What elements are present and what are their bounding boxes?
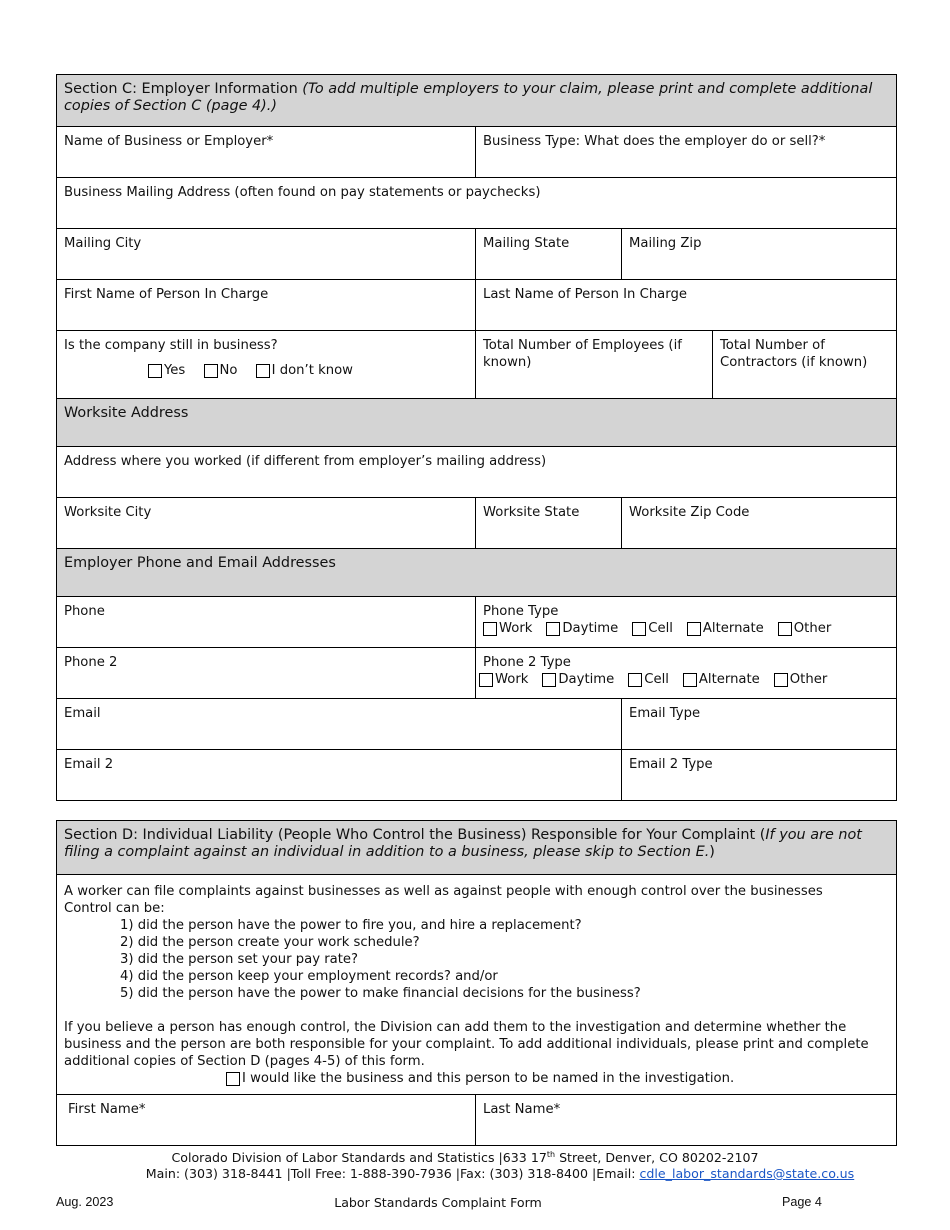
- still-in-business-options: [64, 362, 468, 383]
- footer-address: [0, 1147, 950, 1182]
- mailing-state-label: Mailing State: [483, 236, 570, 251]
- total-contractors-field[interactable]: [713, 331, 897, 399]
- phone-type-options: [483, 620, 889, 637]
- in-business-no[interactable]: [204, 362, 238, 379]
- phone2-type-cell[interactable]: [628, 671, 669, 688]
- daytime-label: Daytime: [558, 672, 615, 687]
- mailing-state-field[interactable]: [476, 229, 622, 280]
- phone-field[interactable]: [57, 597, 476, 648]
- email-label: Email: [64, 706, 101, 721]
- work-checkbox[interactable]: [483, 622, 497, 636]
- total-employees-label: Total Number of Employees (if known): [483, 338, 682, 370]
- email2-field[interactable]: [57, 750, 622, 801]
- mailing-zip-label: Mailing Zip: [629, 236, 702, 251]
- other-label: Other: [789, 672, 828, 687]
- daytime-checkbox[interactable]: [546, 622, 560, 636]
- email2-label: Email 2: [64, 757, 114, 772]
- in-business-unknown[interactable]: [256, 362, 353, 379]
- worksite-zip-label: Worksite Zip Code: [629, 505, 750, 520]
- worksite-title: Worksite Address: [64, 405, 189, 421]
- alternate-label: Alternate: [702, 621, 764, 636]
- phone-label: Phone: [64, 604, 105, 619]
- phone-type-work[interactable]: [483, 620, 532, 637]
- worksite-zip-field[interactable]: [622, 498, 897, 549]
- business-name-label: Name of Business or Employer*: [64, 134, 274, 149]
- section-d-paragraph: If you believe a person has enough control, the Division can add them to the investigation and determine whether the business and the person are both responsible for your complaint. To add additional individuals, please print and complete additional copies of Section D (pages 4-5) of this form.: [64, 1020, 869, 1069]
- phone-type-cell: [476, 597, 897, 648]
- alternate-checkbox[interactable]: [687, 622, 701, 636]
- phone-type-other[interactable]: [778, 620, 831, 637]
- mailing-address-field[interactable]: [57, 178, 897, 229]
- first-name-field[interactable]: [57, 1095, 476, 1146]
- last-name-field[interactable]: [476, 1095, 897, 1146]
- intro-line-2: Control can be:: [64, 901, 165, 916]
- criteria-item: 3) did the person set your pay rate?: [120, 952, 358, 967]
- other-checkbox[interactable]: [778, 622, 792, 636]
- consent-label: I would like the business and this person to be named in the investigation.: [242, 1071, 735, 1086]
- footer-page-number: Page 4: [782, 1195, 822, 1209]
- phone2-type-label: Phone 2 Type: [483, 655, 571, 670]
- address-text: Colorado Division of Labor Standards and Statistics |633 17: [171, 1150, 547, 1165]
- phone2-type-other[interactable]: [774, 671, 827, 688]
- last-name-label: Last Name*: [483, 1102, 561, 1117]
- email-type-field[interactable]: [622, 699, 897, 750]
- phone-type-alternate[interactable]: [687, 620, 764, 637]
- worksite-address-field[interactable]: [57, 447, 897, 498]
- mailing-zip-field[interactable]: [622, 229, 897, 280]
- yes-label: Yes: [164, 363, 186, 378]
- first-name-label: First Name*: [68, 1102, 146, 1117]
- email-link[interactable]: cdle_labor_standards@state.co.us: [639, 1166, 855, 1181]
- phone2-label: Phone 2: [64, 655, 118, 670]
- unknown-label: I don’t know: [271, 363, 353, 378]
- criteria-item: 2) did the person create your work schedule?: [120, 935, 420, 950]
- address-sup: th: [546, 1150, 556, 1159]
- phone-type-daytime[interactable]: [546, 620, 618, 637]
- worksite-state-field[interactable]: [476, 498, 622, 549]
- section-d-body: [57, 875, 897, 1095]
- other-label: Other: [793, 621, 832, 636]
- contact-header: [57, 549, 897, 597]
- phone2-type-daytime[interactable]: [542, 671, 614, 688]
- email-field[interactable]: [57, 699, 622, 750]
- no-checkbox[interactable]: [204, 364, 218, 378]
- section-d-header: [57, 821, 897, 875]
- contact-title: Employer Phone and Email Addresses: [64, 555, 336, 571]
- cell-checkbox[interactable]: [628, 673, 642, 687]
- phone-type-label: Phone Type: [483, 604, 559, 619]
- mailing-address-label: Business Mailing Address (often found on pay statements or paychecks): [64, 185, 541, 200]
- contact-text: Main: (303) 318-8441 |Toll Free: 1-888-390-7936 |Fax: (303) 318-8400 |Email:: [145, 1166, 640, 1181]
- section-c-header: [57, 75, 897, 127]
- section-d-table: [56, 820, 897, 1146]
- mailing-city-label: Mailing City: [64, 236, 142, 251]
- last-name-in-charge-label: Last Name of Person In Charge: [483, 287, 687, 302]
- email2-type-label: Email 2 Type: [629, 757, 713, 772]
- work-checkbox[interactable]: [479, 673, 493, 687]
- mailing-city-field[interactable]: [57, 229, 476, 280]
- footer-date: Aug. 2023: [56, 1195, 114, 1209]
- criteria-item: 5) did the person have the power to make financial decisions for the business?: [120, 986, 641, 1001]
- first-name-in-charge-field[interactable]: [57, 280, 476, 331]
- worksite-city-field[interactable]: [57, 498, 476, 549]
- phone-type-cell[interactable]: [632, 620, 673, 637]
- section-d-title: Section D: Individual Liability (People Who Control the Business) Responsible for Your Complaint (: [64, 827, 766, 843]
- no-label: No: [219, 363, 238, 378]
- worksite-city-label: Worksite City: [64, 505, 152, 520]
- unknown-checkbox[interactable]: [256, 364, 270, 378]
- footer-contact-line: [0, 1166, 950, 1182]
- worksite-state-label: Worksite State: [483, 505, 580, 520]
- phone2-type-options: [479, 671, 889, 688]
- email-type-label: Email Type: [629, 706, 701, 721]
- footer-form-title: Labor Standards Complaint Form: [334, 1195, 542, 1210]
- criteria-item: 1) did the person have the power to fire you, and hire a replacement?: [120, 918, 582, 933]
- business-type-field[interactable]: [476, 127, 897, 178]
- cell-checkbox[interactable]: [632, 622, 646, 636]
- phone2-type-alternate[interactable]: [683, 671, 760, 688]
- phone2-type-work[interactable]: [479, 671, 528, 688]
- footer-address-line: [0, 1147, 950, 1166]
- phone2-type-cell: [476, 648, 897, 699]
- daytime-checkbox[interactable]: [542, 673, 556, 687]
- work-label: Work: [495, 672, 529, 687]
- work-label: Work: [499, 621, 533, 636]
- business-name-field[interactable]: [57, 127, 476, 178]
- section-c-note: (To add multiple employers to your claim, please print and complete additional copies of Section C (page 4).): [64, 81, 873, 114]
- criteria-item: 4) did the person keep your employment records? and/or: [120, 969, 498, 984]
- cell-label: Cell: [648, 621, 673, 636]
- intro-line-1: A worker can file complaints against businesses as well as against people with enough control over the businesses: [64, 884, 823, 899]
- other-checkbox[interactable]: [774, 673, 788, 687]
- last-name-in-charge-field[interactable]: [476, 280, 897, 331]
- worksite-address-label: Address where you worked (if different from employer’s mailing address): [64, 454, 547, 469]
- consent-option[interactable]: [64, 1070, 889, 1087]
- business-type-label: Business Type: What does the employer do or sell?*: [483, 134, 826, 149]
- still-in-business-cell: [57, 331, 476, 399]
- alternate-checkbox[interactable]: [683, 673, 697, 687]
- section-c-title: Section C: Employer Information: [64, 81, 303, 97]
- consent-checkbox[interactable]: [226, 1072, 240, 1086]
- daytime-label: Daytime: [562, 621, 619, 636]
- in-business-yes[interactable]: [148, 362, 185, 379]
- worksite-header: [57, 399, 897, 447]
- still-in-business-label: Is the company still in business?: [64, 338, 278, 353]
- first-name-in-charge-label: First Name of Person In Charge: [64, 287, 269, 302]
- yes-checkbox[interactable]: [148, 364, 162, 378]
- phone2-field[interactable]: [57, 648, 476, 699]
- section-d-close: ): [709, 844, 715, 860]
- cell-label: Cell: [644, 672, 669, 687]
- address-text-2: Street, Denver, CO 80202-2107: [555, 1150, 759, 1165]
- section-c-table: [56, 74, 897, 801]
- section-d-note: If you are not filing a complaint against an individual in addition to a business, please skip to Section E.: [64, 827, 862, 860]
- email2-type-field[interactable]: [622, 750, 897, 801]
- alternate-label: Alternate: [698, 672, 760, 687]
- total-contractors-label: Total Number of Contractors (if known): [720, 338, 868, 370]
- total-employees-field[interactable]: [476, 331, 713, 399]
